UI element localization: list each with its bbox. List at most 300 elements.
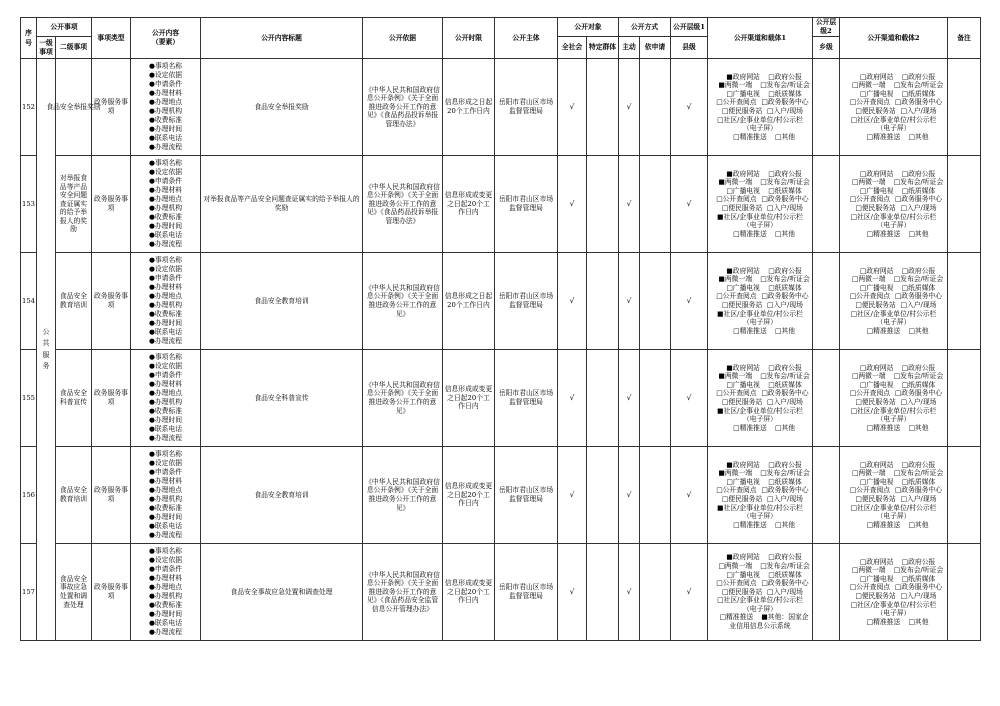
seq-cell: 156 xyxy=(21,447,37,544)
channel-option: □便民服务站 xyxy=(721,204,763,212)
channel-line xyxy=(709,407,811,416)
channel-line xyxy=(841,81,946,90)
channel-option: □纸质媒体 xyxy=(768,477,802,486)
channel-line xyxy=(841,372,946,381)
channel-option: □便民服务站 xyxy=(721,495,763,503)
channel-option: □精准推送 xyxy=(866,326,901,335)
target-group-check xyxy=(587,253,619,350)
channel-option: □公开查阅点 xyxy=(716,195,757,204)
channel-option: ■政府网站 xyxy=(726,72,760,81)
content-title-cell: 对举报食品等产品安全问题查证属实的给予举报人的奖励 xyxy=(201,156,363,253)
channel-option: □两微一端 xyxy=(851,178,886,187)
mode-apply-check xyxy=(640,544,671,641)
channel-line xyxy=(709,275,811,284)
channel-line xyxy=(841,512,946,521)
channel-line xyxy=(709,504,811,513)
channel-option: （电子屏） xyxy=(743,415,777,424)
channel-line xyxy=(709,107,811,116)
seq-cell: 155 xyxy=(21,350,37,447)
channel-option: □入户/现场 xyxy=(767,495,803,503)
channel-option: □入户/现场 xyxy=(900,301,937,309)
channel-line xyxy=(841,601,946,610)
target-all-check: √ xyxy=(558,156,587,253)
channel-line xyxy=(709,292,811,301)
channel-option: □发布会/听证会 xyxy=(893,275,944,284)
content-element-item: ●办理流程 xyxy=(148,628,183,636)
header-target: 公开对象 xyxy=(558,18,619,37)
channel-option: □政府公报 xyxy=(768,266,802,275)
channel-option: □广播电视 xyxy=(859,477,894,486)
channel-option: □便民服务站 xyxy=(721,107,763,115)
level1-category-cell xyxy=(37,59,56,641)
content-element-item: ●申请条件 xyxy=(148,177,183,185)
channel-option: □纸质媒体 xyxy=(901,380,936,389)
channel-option: □发布会/听证会 xyxy=(893,566,944,575)
channel-line xyxy=(841,504,946,513)
mode-active-check: √ xyxy=(619,350,640,447)
channel-line xyxy=(841,486,946,495)
target-all-check: √ xyxy=(558,59,587,156)
channel-line xyxy=(841,609,946,618)
header-level2-item: 二级事项 xyxy=(56,37,92,59)
channel-line xyxy=(709,73,811,82)
channel-option: □政府公报 xyxy=(768,363,802,372)
channel-line xyxy=(841,469,946,478)
content-element-item: ●办理时间 xyxy=(148,222,183,230)
channel-option: □便民服务站 xyxy=(855,107,896,115)
channel-option: ■政府网站 xyxy=(726,363,760,372)
channel-option: □精准推送 xyxy=(733,326,767,335)
subject-cell: 岳阳市君山区市场监督管理局 xyxy=(495,544,558,641)
content-element-item: ●办理机构 xyxy=(148,592,183,600)
channel-option: □精准推送 xyxy=(733,423,767,432)
channel2-cell xyxy=(840,156,948,253)
channel-option: □纸质媒体 xyxy=(901,574,936,583)
content-element-item: ●设定依据 xyxy=(148,556,183,564)
content-element-item: ●办理时间 xyxy=(148,610,183,618)
channel-line xyxy=(709,301,811,310)
channel-line xyxy=(841,558,946,567)
channel1-cell xyxy=(708,350,813,447)
channel-line xyxy=(841,230,946,239)
channel-option: □其他 xyxy=(908,423,929,432)
content-element-item: ●办理时间 xyxy=(148,416,183,424)
level1-county-check: √ xyxy=(671,544,708,641)
channel-option: □入户/现场 xyxy=(767,587,803,596)
channel-line xyxy=(841,415,946,424)
header-channel1: 公开渠道和载体1 xyxy=(708,18,813,59)
channel-option: □政务服务中心 xyxy=(761,389,809,398)
channel-option: □政府网站 xyxy=(859,72,894,81)
channel-option: □政府公报 xyxy=(768,72,802,81)
channel-option: □纸质媒体 xyxy=(901,186,936,195)
content-element-item: ●设定依据 xyxy=(148,168,183,176)
channel-line xyxy=(709,195,811,204)
channel-option: （电子屏） xyxy=(876,221,911,230)
channel1-cell xyxy=(708,447,813,544)
channel-line xyxy=(709,124,811,133)
channel-option: □社区/企事业单位/村公示栏 xyxy=(850,406,937,415)
channel-option: □公开查阅点 xyxy=(849,292,891,301)
channel-option: □其他 xyxy=(774,229,795,238)
level2-town-check xyxy=(813,544,840,641)
channel-option: □两微一端 xyxy=(851,469,886,478)
channel-option: ■社区/企事业单位/村公示栏 xyxy=(717,406,803,415)
channel-line xyxy=(841,398,946,407)
channel-line xyxy=(841,98,946,107)
target-all-check: √ xyxy=(558,253,587,350)
seq-cell: 157 xyxy=(21,544,37,641)
channel-line xyxy=(841,195,946,204)
channel-line xyxy=(841,407,946,416)
channel-option: □纸质媒体 xyxy=(901,89,936,98)
target-all-check: √ xyxy=(558,447,587,544)
channel-option: □纸质媒体 xyxy=(768,570,802,579)
content-element-item: ●事项名称 xyxy=(148,159,183,167)
channel-line xyxy=(841,267,946,276)
header-level2: 公开层级2 xyxy=(813,18,840,37)
channel-line xyxy=(709,398,811,407)
channel-option: □入户/现场 xyxy=(767,204,803,212)
time-limit-cell: 信息形成之日起20个工作日内 xyxy=(443,59,495,156)
channel-option: □便民服务站 xyxy=(855,398,896,406)
channel-option: □便民服务站 xyxy=(721,398,763,406)
channel-option: □入户/现场 xyxy=(767,301,803,309)
channel-option: □公开查阅点 xyxy=(716,579,757,588)
content-element-item: ●办理时间 xyxy=(148,125,183,133)
channel-option: □广播电视 xyxy=(726,186,760,195)
channel-option: □精准推送 xyxy=(866,520,901,529)
header-basis: 公开依据 xyxy=(363,18,443,59)
channel-option: □便民服务站 xyxy=(855,495,896,503)
content-element-item: ●事项名称 xyxy=(148,547,183,555)
content-element-item: ●办理地点 xyxy=(148,486,183,494)
channel-line xyxy=(841,301,946,310)
channel-option: □入户/现场 xyxy=(900,204,937,212)
channel-line xyxy=(709,521,811,530)
channel-option: □政府公报 xyxy=(901,460,936,469)
channel-line xyxy=(709,512,811,521)
channel-option: ■两微一端 xyxy=(718,81,753,90)
item-type-cell: 政务服务事项 xyxy=(92,59,131,156)
channel-line xyxy=(841,592,946,601)
content-element-item: ●办理时间 xyxy=(148,513,183,521)
channel-option: □政府公报 xyxy=(901,169,936,178)
mode-apply-check xyxy=(640,156,671,253)
channel1-cell xyxy=(708,156,813,253)
channel-option: □政务服务中心 xyxy=(894,486,943,495)
channel2-cell xyxy=(840,253,948,350)
channel-line xyxy=(709,415,811,424)
channel-option: □政务服务中心 xyxy=(894,195,943,204)
header-target-group: 特定群体 xyxy=(587,37,619,59)
channel-option: □政府公报 xyxy=(901,363,936,372)
channel-option: □精准推送 xyxy=(733,229,767,238)
level1-county-check: √ xyxy=(671,350,708,447)
content-element-item: ●办理地点 xyxy=(148,583,183,591)
table-row xyxy=(21,350,981,447)
subject-cell: 岳阳市君山区市场监督管理局 xyxy=(495,253,558,350)
content-element-item: ●设定依据 xyxy=(148,71,183,79)
channel-option: □广播电视 xyxy=(859,89,894,98)
header-target-all: 全社会 xyxy=(558,37,587,59)
channel-option: □精准推送 xyxy=(866,423,901,432)
channel-option: □政府网站 xyxy=(859,169,894,178)
content-element-item: ●联系电话 xyxy=(148,328,183,336)
channel-option: □发布会/听证会 xyxy=(893,178,944,187)
channel-line xyxy=(709,221,811,230)
channel-line xyxy=(841,170,946,179)
channel-option: □社区/企事业单位/村公示栏 xyxy=(717,115,803,124)
channel-option: □广播电视 xyxy=(859,380,894,389)
content-element-item: ●收费标准 xyxy=(148,310,183,318)
content-element-item: ●事项名称 xyxy=(148,353,183,361)
channel-option: ■两微一端 xyxy=(718,178,753,187)
level2-item-cell xyxy=(56,253,92,350)
level2-item-label: 食品安全事故应急处置和调查处理 xyxy=(59,574,88,609)
channel-option: □发布会/听证会 xyxy=(760,178,810,187)
item-type-cell: 政务服务事项 xyxy=(92,253,131,350)
content-elements-cell xyxy=(131,253,201,350)
channel-option: □纸质媒体 xyxy=(768,89,802,98)
header-subject: 公开主体 xyxy=(495,18,558,59)
mode-active-check: √ xyxy=(619,59,640,156)
header-mode: 公开方式 xyxy=(619,18,671,37)
level2-town-check xyxy=(813,253,840,350)
target-group-check xyxy=(587,544,619,641)
header-content-title: 公开内容标题 xyxy=(201,18,363,59)
subject-cell: 岳阳市君山区市场监督管理局 xyxy=(495,156,558,253)
header-public-item: 公开事项 xyxy=(37,18,92,37)
level2-item-label: 食品安全科普宣传 xyxy=(59,389,88,406)
basis-cell: 《中华人民共和国政府信息公开条例》《关于全面推进政务公开工作的意见》《食品药品安全监管信息公开管理办法》 xyxy=(363,544,443,641)
channel-option: □公开查阅点 xyxy=(849,583,891,592)
mode-apply-check xyxy=(640,253,671,350)
channel2-cell xyxy=(840,447,948,544)
channel-line xyxy=(841,327,946,336)
content-element-item: ●办理时间 xyxy=(148,319,183,327)
content-elements-cell xyxy=(131,350,201,447)
level2-town-check xyxy=(813,59,840,156)
channel-line xyxy=(709,310,811,319)
channel-option: □便民服务站 xyxy=(721,587,763,596)
channel-option: □公开查阅点 xyxy=(849,486,891,495)
channel-option: □精准推送 xyxy=(866,229,901,238)
header-content-elements: 公开内容 （要素） xyxy=(131,18,201,59)
channel-option: □其他 xyxy=(774,132,795,141)
content-element-item: ●办理地点 xyxy=(148,98,183,106)
channel-line xyxy=(709,133,811,142)
channel-option: □入户/现场 xyxy=(767,398,803,406)
channel-option: □公开查阅点 xyxy=(716,98,757,107)
table-row xyxy=(21,156,981,253)
channel-line xyxy=(841,178,946,187)
time-limit-cell: 信息形成或变更之日起20个工作日内 xyxy=(443,156,495,253)
content-title-cell: 食品安全教育培训 xyxy=(201,447,363,544)
channel-line xyxy=(709,469,811,478)
channel-line xyxy=(709,213,811,222)
channel-option: □政务服务中心 xyxy=(894,583,943,592)
level2-item-cell xyxy=(56,156,92,253)
subject-cell: 岳阳市君山区市场监督管理局 xyxy=(495,59,558,156)
content-element-item: ●申请条件 xyxy=(148,80,183,88)
mode-active-check: √ xyxy=(619,447,640,544)
channel-line xyxy=(709,571,811,580)
channel-option: □精准推送 xyxy=(733,132,767,141)
channel-option: （电子屏） xyxy=(876,609,911,618)
channel-line xyxy=(709,170,811,179)
channel-line xyxy=(841,124,946,133)
channel-option: □政务服务中心 xyxy=(894,389,943,398)
subject-cell: 岳阳市君山区市场监督管理局 xyxy=(495,447,558,544)
channel-line xyxy=(709,116,811,125)
channel1-cell xyxy=(708,253,813,350)
header-seq-label: 序号 xyxy=(25,29,32,47)
channel2-cell xyxy=(840,544,948,641)
channel-line xyxy=(841,583,946,592)
note-cell xyxy=(948,253,981,350)
channel-option: （电子屏） xyxy=(876,415,911,424)
channel-line xyxy=(709,318,811,327)
content-element-item: ●收费标准 xyxy=(148,407,183,415)
channel-option: □其他 xyxy=(908,229,929,238)
level2-item-cell xyxy=(56,350,92,447)
content-element-item: ●联系电话 xyxy=(148,619,183,627)
channel-option: □其他 xyxy=(774,520,795,529)
mode-active-check: √ xyxy=(619,156,640,253)
level2-town-check xyxy=(813,156,840,253)
level1-county-check: √ xyxy=(671,253,708,350)
channel-option: □入户/现场 xyxy=(900,398,937,406)
channel-option: □两微一端 xyxy=(851,275,886,284)
channel-option: □广播电视 xyxy=(859,574,894,583)
channel-option: □政府网站 xyxy=(859,266,894,275)
channel-option: □社区/企事业单位/村公示栏 xyxy=(850,115,937,124)
table-row xyxy=(21,544,981,641)
channel-line xyxy=(709,461,811,470)
channel-option: □广播电视 xyxy=(726,283,760,292)
channel-line xyxy=(841,133,946,142)
channel-line xyxy=(709,178,811,187)
channel-line xyxy=(709,553,811,562)
channel2-cell xyxy=(840,59,948,156)
channel-option: □发布会/听证会 xyxy=(760,372,810,381)
channel-option: □政务服务中心 xyxy=(761,292,809,301)
content-element-item: ●收费标准 xyxy=(148,601,183,609)
content-element-item: ●办理流程 xyxy=(148,143,183,151)
note-cell xyxy=(948,59,981,156)
channel-option: □社区/企事业单位/村公示栏 xyxy=(850,309,937,318)
channel-option: □社区/企事业单位/村公示栏 xyxy=(850,212,937,221)
channel-option: □两微一端 xyxy=(851,81,886,90)
content-element-item: ●办理材料 xyxy=(148,186,183,194)
content-element-item: ●办理机构 xyxy=(148,301,183,309)
header-channel2: 公开渠道和载体2 xyxy=(840,18,948,59)
channel-line xyxy=(709,230,811,239)
header-item-type: 事项类型 xyxy=(92,18,131,59)
channel-line xyxy=(841,318,946,327)
content-element-item: ●申请条件 xyxy=(148,468,183,476)
channel-option: □其他 xyxy=(908,617,929,626)
mode-apply-check xyxy=(640,350,671,447)
channel-line xyxy=(841,204,946,213)
channel-option: □政府公报 xyxy=(768,553,802,562)
mode-active-check: √ xyxy=(619,253,640,350)
channel-option: ■政府网站 xyxy=(726,169,760,178)
content-element-item: ●办理流程 xyxy=(148,337,183,345)
channel-line xyxy=(841,461,946,470)
channel-option: □公开查阅点 xyxy=(716,486,757,495)
content-element-item: ●办理地点 xyxy=(148,389,183,397)
level1-county-check: √ xyxy=(671,447,708,544)
seq-cell: 152 xyxy=(21,59,37,156)
channel-option: □其他 xyxy=(908,132,929,141)
level2-item-label: 食品安全教育培训 xyxy=(59,486,88,503)
channel-line xyxy=(841,116,946,125)
content-element-item: ●办理材料 xyxy=(148,477,183,485)
channel-option: ■两微一端 xyxy=(718,275,753,284)
channel-option: □精准推送 xyxy=(733,520,767,529)
time-limit-cell: 信息形成或变更之日起20个工作日内 xyxy=(443,447,495,544)
content-element-item: ●申请条件 xyxy=(148,274,183,282)
channel-line xyxy=(709,98,811,107)
level2-town-check xyxy=(813,350,840,447)
channel-option: □公开查阅点 xyxy=(849,195,891,204)
channel-line xyxy=(841,521,946,530)
basis-cell: 《中华人民共和国政府信息公开条例》《关于全面推进政务公开工作的意见》 xyxy=(363,447,443,544)
channel-option: □便民服务站 xyxy=(855,204,896,212)
channel-option: ■政府网站 xyxy=(726,553,760,562)
channel-option: □公开查阅点 xyxy=(716,292,757,301)
content-elements-cell xyxy=(131,447,201,544)
channel-option: □政务服务中心 xyxy=(894,292,943,301)
channel-line xyxy=(709,579,811,588)
channel-line xyxy=(841,73,946,82)
content-element-item: ●收费标准 xyxy=(148,504,183,512)
channel-option: （电子屏） xyxy=(876,512,911,521)
basis-cell: 《中华人民共和国政府信息公开条例》《关于全面推进政务公开工作的意见》《食品药品投诉举报管理办法》 xyxy=(363,156,443,253)
content-title-cell: 食品安全教育培训 xyxy=(201,253,363,350)
channel-option: □发布会/听证会 xyxy=(760,275,810,284)
channel-line xyxy=(709,389,811,398)
channel-option: （电子屏） xyxy=(743,221,777,230)
header-level2-town: 乡级 xyxy=(813,37,840,59)
content-element-item: ●办理机构 xyxy=(148,398,183,406)
content-element-item: ●联系电话 xyxy=(148,134,183,142)
header-note: 备注 xyxy=(948,18,981,59)
channel-option: □政府公报 xyxy=(901,72,936,81)
content-element-item: ●事项名称 xyxy=(148,256,183,264)
channel-option: □广播电视 xyxy=(726,89,760,98)
level1-category-label: 公共服务 xyxy=(42,327,50,370)
channel-option: ■两微一端 xyxy=(718,469,753,478)
channel-option: □发布会/听证会 xyxy=(760,81,810,90)
channel-line xyxy=(841,107,946,116)
table-body xyxy=(21,59,981,641)
channel-option: □政府公报 xyxy=(901,557,936,566)
channel-option: （电子屏） xyxy=(743,124,777,133)
header-level1-county: 县级 xyxy=(671,37,708,59)
content-element-item: ●办理流程 xyxy=(148,434,183,442)
channel1-cell xyxy=(708,59,813,156)
channel-line xyxy=(841,275,946,284)
channel-line xyxy=(709,81,811,90)
channel-option: □其他 xyxy=(774,326,795,335)
channel-option: ■社区/企事业单位/村公示栏 xyxy=(717,212,803,221)
target-group-check xyxy=(587,156,619,253)
channel-option: □广播电视 xyxy=(726,477,760,486)
channel-option: □纸质媒体 xyxy=(768,380,802,389)
